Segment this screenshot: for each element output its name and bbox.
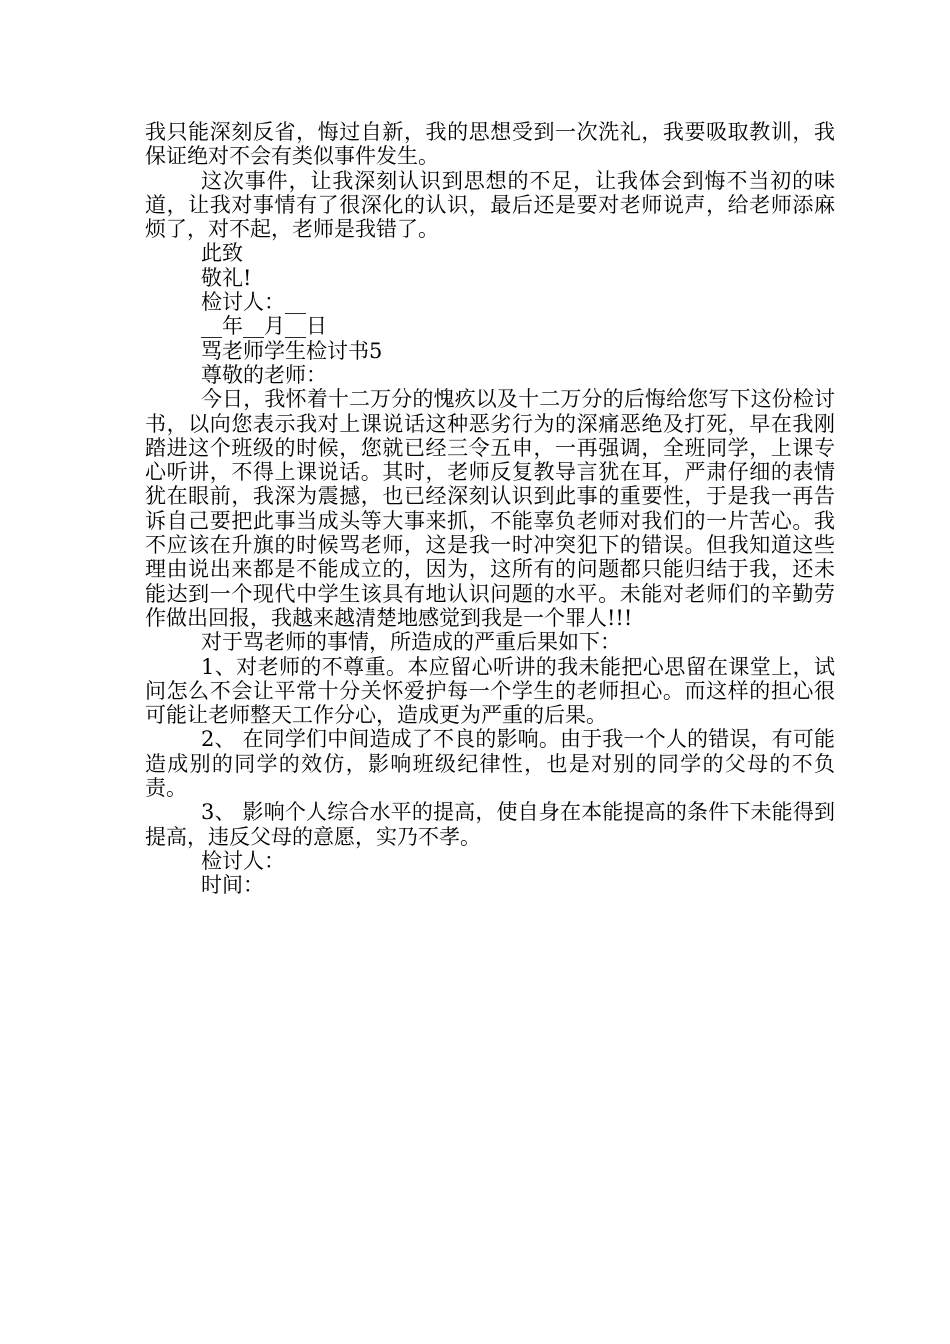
document-page [145, 120, 835, 898]
salutation: 尊敬的老师： [201, 362, 327, 387]
signature-line: 检讨人：__ [201, 290, 306, 315]
date-line: __年__月__日 [201, 314, 327, 339]
closing-regards: 敬礼! [201, 265, 252, 290]
list-item: 2、 在同学们中间造成了不良的影响。由于我一个人的错误，有可能造成别的同学的效仿，影响班级纪律性，也是对别的同学的父母的不负责。 [145, 727, 835, 801]
paragraph: 今日，我怀着十二万分的愧疚以及十二万分的后悔给您写下这份检讨书，以向您表示我对上课说话这种恶劣行为的深痛恶绝及打死，早在我刚踏进这个班级的时候，您就已经三令五申，一再强调，全班同学，上课专心听讲，不得上课说话。其时，老师反复教导言犹在耳，严肃仔细的表情犹在眼前，我深为震撼，也已经深刻认识到此事的重要性，于是我一再告诉自己要把此事当成头等大事来抓，不能辜负老师对我们的一片苦心。我不应该在升旗的时候骂老师，这是我一时冲突犯下的错误。但我知道这些理由说出来都是不能成立的，因为，这所有的问题都只能归结于我，还未能达到一个现代中学生该具有地认识问题的水平。未能对老师们的辛勤劳作做出回报，我越来越清楚地感觉到我是一个罪人!!! [145, 387, 835, 630]
time-line: 时间： [201, 873, 264, 898]
section-title: 骂老师学生检讨书5 [201, 338, 383, 363]
closing-salutation: 此致 [201, 241, 243, 266]
paragraph: 这次事件，让我深刻认识到思想的不足，让我体会到悔不当初的味道，让我对事情有了很深化的认识，最后还是要对老师说声，给老师添麻烦了，对不起，老师是我错了。 [145, 168, 835, 242]
paragraph: 我只能深刻反省，悔过自新，我的思想受到一次洗礼，我要吸取教训，我保证绝对不会有类似事件发生。 [145, 120, 835, 169]
list-item: 1、对老师的不尊重。本应留心听讲的我未能把心思留在课堂上，试问怎么不会让平常十分关怀爱护每一个学生的老师担心。而这样的担心很可能让老师整天工作分心，造成更为严重的后果。 [145, 654, 835, 728]
paragraph: 对于骂老师的事情，所造成的严重后果如下： [201, 630, 621, 655]
signature-line: 检讨人： [201, 848, 285, 873]
list-item: 3、 影响个人综合水平的提高，使自身在本能提高的条件下未能得到提高，违反父母的意愿，实乃不孝。 [145, 800, 835, 849]
